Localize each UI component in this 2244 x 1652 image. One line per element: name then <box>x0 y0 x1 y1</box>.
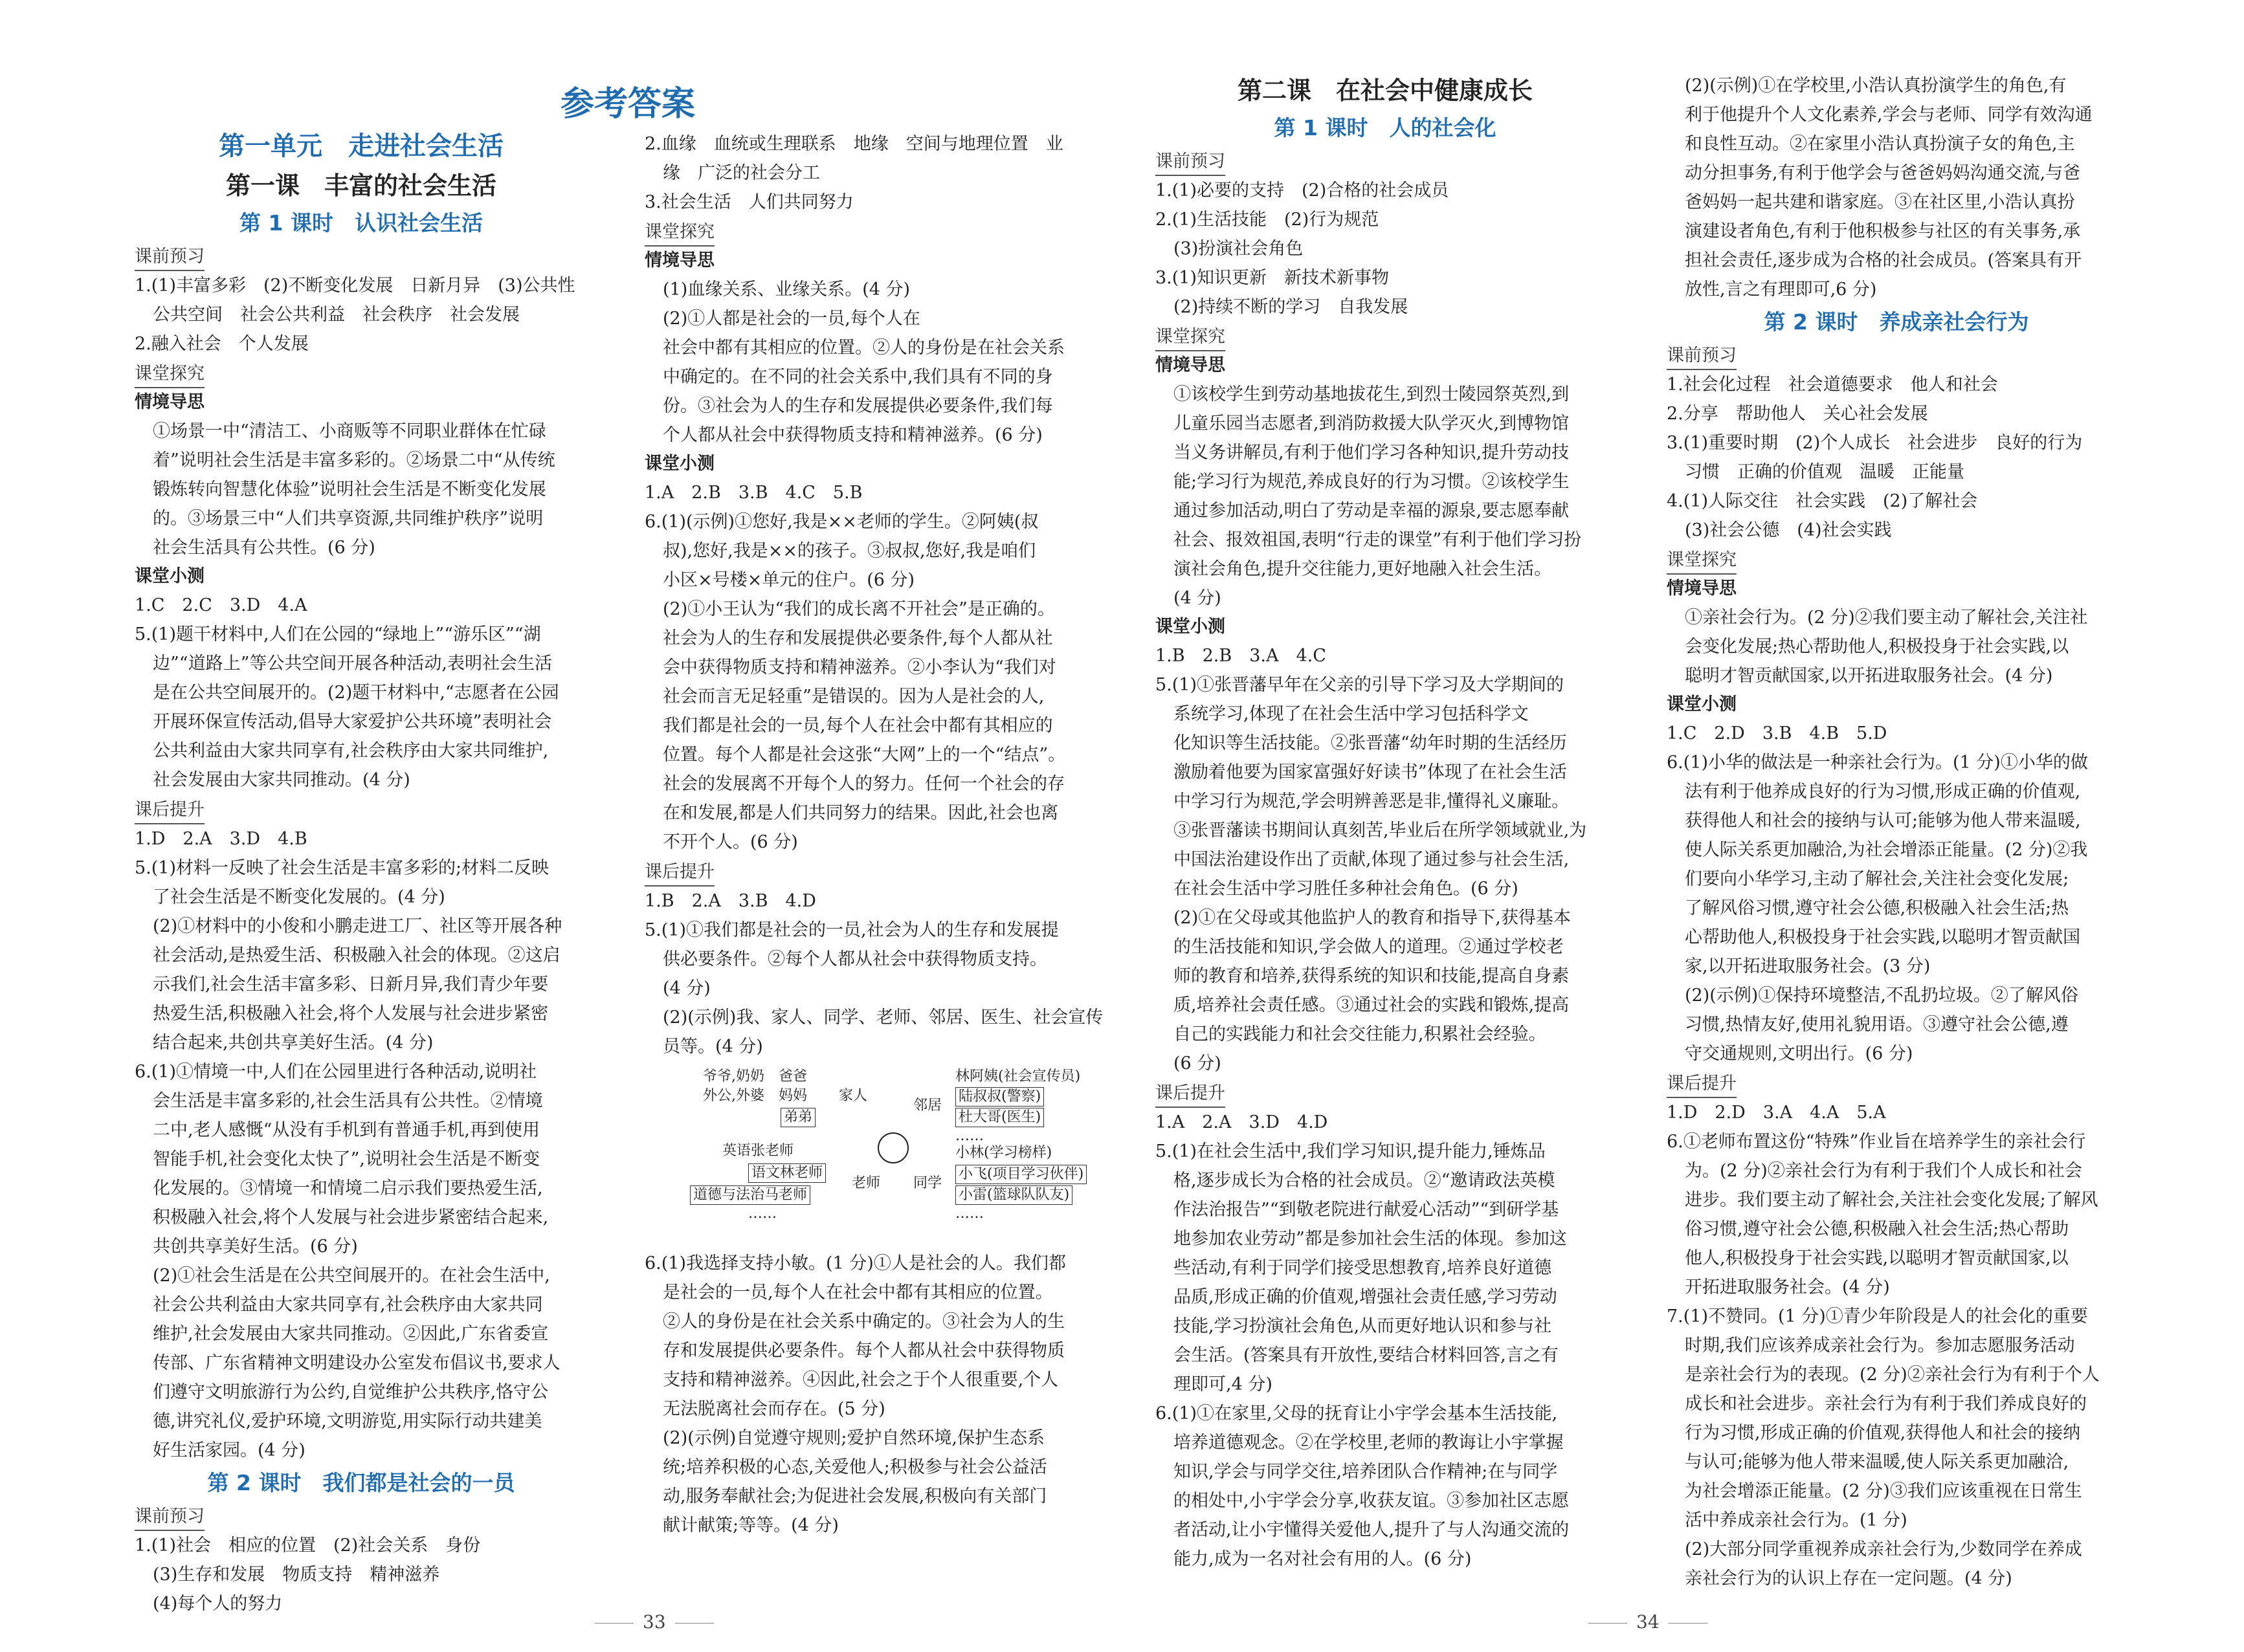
answer-line: 师的教育和培养,获得系统的知识和技能,提高自身素 <box>1173 966 1570 986</box>
answer-line: (3)扮演社会角色 <box>1173 239 1304 259</box>
family-label: 家人 <box>839 1088 868 1104</box>
answer-line: 社会而言无足轻重”是错误的。因为人是社会的人, <box>663 687 1045 707</box>
after-r-continued <box>1667 71 2126 304</box>
answer-line: 地参加农业劳动”都是参加社会生活的体现。参加这 <box>1173 1229 1567 1249</box>
answer-line: 化发展的。③情境一和情境二启示我们要热爱生活, <box>153 1178 543 1198</box>
answer-line: 在社会生活中学习胜任多种社会角色。(6 分) <box>1173 879 1518 899</box>
answer-line: (2)①人都是社会的一员,每个人在 <box>663 309 920 329</box>
answer-line: ①该校学生到劳动基地拔花生,到烈士陵园祭英烈,到 <box>1173 384 1570 404</box>
relationship-diagram <box>683 1068 1085 1242</box>
answer-line: 演社会角色,提升交往能力,更好地融入社会生活。 <box>1173 559 1552 579</box>
answer-line: 社会的发展离不开每个人的努力。任何一个社会的存 <box>663 774 1065 794</box>
right-page-column-1 <box>1155 71 1615 1574</box>
section-preview-r: 课前预习 <box>1155 149 1225 176</box>
answer-line: 2.融入社会 个人发展 <box>135 334 309 354</box>
answer-line: 利于他提升个人文化素养,学会与老师、同学有效沟通 <box>1685 105 2093 125</box>
answer-line: 能;学习行为规范,养成良好的行为习惯。②该校学生 <box>1173 472 1570 492</box>
answer-line: 6.(1)①在家里,父母的抚育让小宇学会基本生活技能, <box>1155 1404 1558 1424</box>
period-title-r2: 第 2 课时 养成亲社会行为 <box>1764 309 2029 335</box>
answer-line: (2)(示例)自觉遵守规则;爱护自然环境,保护生态系 <box>663 1428 1045 1448</box>
answer-line: 位置。每个人都是社会这张“大网”上的一个“结点”。 <box>663 745 1066 765</box>
lesson-title: 第一课 丰富的社会生活 <box>225 171 496 200</box>
after-2-answers <box>645 887 1104 1061</box>
answer-line: (4 分) <box>1173 588 1221 608</box>
answer-line: 能力,成为一名对社会有用的人。(6 分) <box>1173 1549 1472 1569</box>
answer-line: 会中获得物质支持和精神滋养。②小李认为“我们对 <box>663 657 1056 677</box>
left-page-column-1 <box>135 126 588 1618</box>
answer-line: 1.社会化过程 社会道德要求 他人和社会 <box>1667 375 1998 395</box>
section-after-r: 课后提升 <box>1155 1081 1225 1108</box>
answer-line: 理即可,4 分) <box>1173 1374 1272 1394</box>
answer-line: 1.D 2.A 3.D 4.B <box>135 829 307 849</box>
neighbor-2: 陆叔叔(警察) <box>955 1087 1044 1107</box>
answer-line: 技能,学习扮演社会角色,从而更好地认识和参与社 <box>1173 1316 1552 1336</box>
answer-line: 了社会生活是不断变化发展的。(4 分) <box>153 887 445 907</box>
answer-line: 演建设者角色,有利于他积极参与社区的有关事务,承 <box>1685 221 2081 241</box>
answer-line: 中国法治建设作出了贡献,体现了通过参与社会生活, <box>1173 850 1570 870</box>
answer-line: 和良性互动。②在家里小浩认真扮演子女的角色,主 <box>1685 134 2075 154</box>
answer-line: 格,逐步成长为合格的社会成员。②“邀请政法英模 <box>1173 1171 1555 1191</box>
answer-line: 我们都是社会的一员,每个人在社会中都有其相应的 <box>663 716 1053 736</box>
answer-line: 中学习行为规范,学会明辨善恶是非,懂得礼义廉耻。 <box>1173 791 1570 811</box>
situation-r-answers <box>1155 380 1615 613</box>
answer-line: 为。(2 分)②亲社会行为有利于我们个人成长和社会 <box>1685 1161 2082 1181</box>
period-title-r1: 第 1 课时 人的社会化 <box>1274 115 1496 140</box>
answer-line: 供必要条件。②每个人都从社会中获得物质支持。 <box>663 949 1047 969</box>
answer-line: 4.(1)人际交往 社会实践 (2)了解社会 <box>1667 491 1978 511</box>
answer-line: 的。③场景三中“人们共享资源,共同维护秩序”说明 <box>153 509 544 529</box>
period-2-title: 第 2 课时 我们都是社会的一员 <box>207 1470 515 1495</box>
teacher-1: 英语张老师 <box>722 1143 794 1159</box>
family-member-1: 爷爷,奶奶 爸爸 <box>703 1068 807 1085</box>
answer-line: (2)①小王认为“我们的成长离不开社会”是正确的。 <box>663 599 1055 619</box>
answer-line: (4 分) <box>663 978 711 998</box>
answer-line: (2)①在父母或其他监护人的教育和指导下,获得基本 <box>1173 908 1571 928</box>
answer-line: (2)(示例)我、家人、同学、老师、邻居、医生、社会宣传 <box>663 1008 1104 1028</box>
answer-line: 个人都从社会中获得物质支持和精神滋养。(6 分) <box>663 425 1043 445</box>
section-after-2: 课后提升 <box>645 859 715 887</box>
neighbor-label: 邻居 <box>913 1097 942 1114</box>
answer-line: 时期,我们应该养成亲社会行为。参加志愿服务活动 <box>1685 1336 2075 1356</box>
period-title: 第 1 课时 认识社会生活 <box>239 210 483 236</box>
answer-line: 1.(1)丰富多彩 (2)不断变化发展 日新月异 (3)公共性 <box>135 276 575 296</box>
answer-line: 担社会责任,逐步成为合格的社会成员。(答案具有开 <box>1685 250 2082 270</box>
answer-line: 是亲社会行为的表现。(2 分)②亲社会行为有利于个人 <box>1685 1365 2100 1385</box>
answer-line: 法有利于他养成良好的行为习惯,形成正确的价值观, <box>1685 782 2081 802</box>
family-member-3: 弟弟 <box>781 1108 816 1127</box>
answer-line: 缘 广泛的社会分工 <box>663 163 820 183</box>
answer-line: 着”说明社会生活是丰富多彩的。②场景二中“从传统 <box>153 450 555 470</box>
sub-quiz-2: 课堂小测 <box>645 454 715 474</box>
answer-line: (2)①社会生活是在公共空间展开的。在社会生活中, <box>153 1266 550 1286</box>
answer-line: 结合起来,共创共享美好生活。(4 分) <box>153 1033 434 1053</box>
answer-line: 当义务讲解员,有利于他们学习各种知识,提升劳动技 <box>1173 443 1570 463</box>
answer-line: ①场景一中“清洁工、小商贩等不同职业群体在忙碌 <box>153 421 546 441</box>
quiz-2-answers <box>645 478 1104 857</box>
answer-line: ①亲社会行为。(2 分)②我们要主动了解社会,关注社 <box>1685 608 2088 628</box>
answer-line: 1.C 2.C 3.D 4.A <box>135 595 307 615</box>
section-after: 课后提升 <box>135 797 205 824</box>
answer-line: 通过参加活动,明白了劳动是幸福的源泉,要志愿奉献 <box>1173 501 1570 521</box>
answer-line: 员等。(4 分) <box>663 1037 763 1057</box>
sub-quiz-r: 课堂小测 <box>1155 617 1225 637</box>
answer-line: 社会发展由大家共同推动。(4 分) <box>153 770 410 790</box>
answer-line: 6.(1)小华的做法是一种亲社会行为。(1 分)①小华的做 <box>1667 753 2088 773</box>
answer-line: 他人,积极投身于社会实践,以聪明才智贡献国家,以 <box>1685 1248 2069 1268</box>
answer-line: 积极融入社会,将个人发展与社会进步紧密结合起来, <box>153 1207 549 1228</box>
page-number-left: 33 <box>586 1611 723 1633</box>
answer-line: 中确定的。在不同的社会关系中,我们具有不同的身 <box>663 367 1053 387</box>
neighbor-3: 杜大哥(医生) <box>955 1108 1044 1127</box>
preview-2-answers <box>135 1531 588 1618</box>
answer-line: 3.社会生活 人们共同努力 <box>645 192 854 212</box>
page-number-right: 34 <box>1579 1611 1716 1633</box>
answer-line: (4)每个人的努力 <box>153 1594 283 1614</box>
answer-line: 小区×号楼×单元的住户。(6 分) <box>663 570 915 590</box>
answer-line: 5.(1)①张晋藩早年在父亲的引导下学习及大学期间的 <box>1155 675 1564 695</box>
answer-line: 进步。我们要主动了解社会,关注社会变化发展;了解风 <box>1685 1190 2098 1210</box>
answer-line: 心帮助他人,积极投身于社会实践,以聪明才智贡献国 <box>1685 927 2081 947</box>
answer-line: 的相处中,小宇学会分享,收获友谊。③参加社区志愿 <box>1173 1491 1570 1511</box>
section-explore: 课堂探究 <box>135 361 205 388</box>
answer-line: 社会活动,是热爱生活、积极融入社会的体现。②这启 <box>153 945 561 965</box>
preview-r2-answers <box>1667 370 2126 545</box>
answer-line: 6.(1)我选择支持小敏。(1 分)①人是社会的人。我们都 <box>645 1253 1066 1273</box>
answer-line: (2)(示例)①保持环境整洁,不乱扔垃圾。②了解风俗 <box>1685 986 2078 1006</box>
teacher-2: 语文林老师 <box>748 1163 826 1183</box>
answer-line: 智能手机,社会变化太快了”,说明社会生活是不断变 <box>153 1149 540 1169</box>
answer-line: 1.D 2.D 3.A 4.A 5.A <box>1667 1103 1886 1123</box>
answer-line: 动分担事务,有利于他学会与爸爸妈妈沟通交流,与爸 <box>1685 163 2081 183</box>
teacher-3: 道德与法治马老师 <box>690 1185 810 1205</box>
answer-line: 6.(1)(示例)①您好,我是××老师的学生。②阿姨(叔 <box>645 512 1039 532</box>
sub-quiz: 课堂小测 <box>135 566 205 586</box>
classmate-3: 小雷(篮球队队友) <box>955 1185 1072 1205</box>
answer-line: 的生活技能和知识,学会做人的道理。②通过学校老 <box>1173 937 1564 957</box>
answer-line: 支持和精神滋养。④因此,社会之于个人很重要,个人 <box>663 1370 1059 1390</box>
after-2b-answers <box>645 1249 1104 1540</box>
answer-line: 锻炼转向智慧化体验”说明社会生活是不断变化发展 <box>153 479 546 500</box>
neighbor-1: 林阿姨(社会宣传员) <box>955 1068 1081 1085</box>
answer-line: 6.(1)①情境一中,人们在公园里进行各种活动,说明社 <box>135 1062 537 1082</box>
answer-line: 们要向小华学习,主动了解社会,关注社会变化发展; <box>1685 869 2069 889</box>
answer-line: 边”“道路上”等公共空间开展各种活动,表明社会生活 <box>153 654 552 674</box>
answer-line: 与认可;能够为他人带来温暖,使人际关系更加融洽, <box>1685 1452 2069 1472</box>
answer-line: ②人的身份是在社会关系中确定的。③社会为人的生 <box>663 1312 1065 1332</box>
answer-line: (6 分) <box>1173 1053 1221 1074</box>
answer-line: 1.A 2.A 3.D 4.D <box>1155 1112 1328 1132</box>
answer-line: 好生活家园。(4 分) <box>153 1440 305 1460</box>
answer-line: 些活动,有利于同学们接受思想教育,培养良好道德 <box>1173 1258 1552 1278</box>
answer-line: 示我们,社会生活丰富多彩、日新月异,我们青少年要 <box>153 975 549 995</box>
section-preview: 课前预习 <box>135 244 205 271</box>
sub-situation: 情境导思 <box>135 392 205 412</box>
classmate-ellipsis: …… <box>955 1206 984 1222</box>
answer-line: 品质,形成正确的价值观,增强社会责任感,学习劳动 <box>1173 1287 1557 1307</box>
answer-line: 俗习惯,遵守社会公德,积极融入社会生活;热心帮助 <box>1685 1219 2069 1239</box>
preview-2-continued <box>645 129 1104 217</box>
student-avatar-icon <box>878 1132 909 1163</box>
answer-line: 是社会的一员,每个人在社会中都有其相应的位置。 <box>663 1283 1053 1303</box>
answer-line: 为社会增添正能量。(2 分)③我们应该重视在日常生 <box>1685 1481 2082 1501</box>
family-member-2: 外公,外婆 妈妈 <box>703 1088 807 1104</box>
answer-line: 份。③社会为人的生存和发展提供必要条件,我们每 <box>663 396 1053 416</box>
answer-line: 1.A 2.B 3.B 4.C 5.B <box>645 483 863 503</box>
answer-line: 6.①老师布置这份“特殊”作业旨在培养学生的亲社会行 <box>1667 1132 2086 1152</box>
answer-line: 1.B 2.B 3.A 4.C <box>1155 646 1326 666</box>
situation-2-answers <box>645 275 1104 450</box>
situation-r2-answers <box>1667 603 2126 690</box>
answer-line: 知识,学会与同学交往,培养团队合作精神;在与同学 <box>1173 1462 1558 1482</box>
answer-line: (3)社会公德 (4)社会实践 <box>1685 520 1892 540</box>
answer-line: ③张晋藩读书期间认真刻苦,毕业后在所学领域就业,为 <box>1173 820 1587 841</box>
answer-line: 家,以开拓进取服务社会。(3 分) <box>1685 956 1931 976</box>
answer-line: 了解风俗习惯,遵守社会公德,积极融入社会生活;热 <box>1685 898 2069 918</box>
answer-line: 爸妈妈一起共建和谐家庭。③在社区里,小浩认真扮 <box>1685 192 2075 212</box>
answer-line: 3.(1)重要时期 (2)个人成长 社会进步 良好的行为 <box>1667 433 2083 453</box>
answer-line: 们遵守文明旅游行为公约,自觉维护公共秩序,恪守公 <box>153 1382 549 1402</box>
answer-line: 动,服务奉献社会;为促进社会发展,积极向有关部门 <box>663 1486 1047 1506</box>
section-explore-r: 课堂探究 <box>1155 324 1225 351</box>
answer-line: 共创共享美好生活。(6 分) <box>153 1237 358 1257</box>
sub-situation-2: 情境导思 <box>645 250 715 270</box>
answer-line: 社会、报效祖国,表明“行走的课堂”有利于他们学习扮 <box>1173 530 1582 550</box>
situation-answers <box>135 417 588 562</box>
answer-line: 1.(1)社会 相应的位置 (2)社会关系 身份 <box>135 1536 481 1556</box>
answer-line: 公共空间 社会公共利益 社会秩序 社会发展 <box>153 305 520 325</box>
answer-line: 是在公共空间展开的。(2)题干材料中,“志愿者在公园 <box>153 683 559 703</box>
answer-line: 在和发展,都是人们共同努力的结果。因此,社会也离 <box>663 803 1059 823</box>
answer-line: 社会生活具有公共性。(6 分) <box>153 538 375 558</box>
answer-line: 化知识等生活技能。②张晋藩“幼年时期的生活经历 <box>1173 733 1567 753</box>
answer-line: 会变化发展;热心帮助他人,积极投身于社会实践,以 <box>1685 637 2069 657</box>
answer-line: 社会中都有其相应的位置。②人的身份是在社会关系 <box>663 338 1065 358</box>
right-page-column-2 <box>1667 71 2126 1593</box>
answer-line: 社会为人的生存和发展提供必要条件,每个人都从社 <box>663 628 1053 648</box>
answer-line: 亲社会行为的认识上存在一定问题。(4 分) <box>1685 1569 2012 1589</box>
answer-line: 作法治报告”“到敬老院进行献爱心活动”“到研学基 <box>1173 1200 1559 1220</box>
answer-line: 成长和社会进步。亲社会行为有利于我们养成良好的 <box>1685 1394 2087 1414</box>
sub-quiz-r2: 课堂小测 <box>1667 694 1737 714</box>
answer-line: 2.(1)生活技能 (2)行为规范 <box>1155 210 1379 230</box>
section-explore-2: 课堂探究 <box>645 219 715 247</box>
sub-situation-r: 情境导思 <box>1155 355 1225 375</box>
answer-line: 5.(1)①我们都是社会的一员,社会为人的生存和发展提 <box>645 920 1059 940</box>
answer-line: (2)大部分同学重视养成亲社会行为,少数同学在养成 <box>1685 1539 2082 1559</box>
answer-line: 儿童乐园当志愿者,到消防救援大队学灭火,到博物馆 <box>1173 413 1570 434</box>
answer-line: 开展环保宣传活动,倡导大家爱护公共环境”表明社会 <box>153 712 552 732</box>
answer-line: 7.(1)不赞同。(1 分)①青少年阶段是人的社会化的重要 <box>1667 1306 2088 1327</box>
answer-line: 1.C 2.D 3.B 4.B 5.D <box>1667 723 1887 743</box>
answer-key-title: 参考答案 <box>560 85 695 124</box>
after-answers <box>135 824 588 1465</box>
answer-line: 2.血缘 血统或生理联系 地缘 空间与地理位置 业 <box>645 134 1063 154</box>
answer-line: 自己的实践能力和社会交往能力,积累社会经验。 <box>1173 1024 1546 1044</box>
quiz-r2-answers <box>1667 719 2126 1068</box>
answer-line: 开拓进取服务社会。(4 分) <box>1685 1277 1890 1297</box>
neighbor-ellipsis: …… <box>955 1128 984 1144</box>
answer-line: 传部、广东省精神文明建设办公室发布倡议书,要求人 <box>153 1353 561 1373</box>
answer-line: 5.(1)在社会生活中,我们学习知识,提升能力,锤炼品 <box>1155 1141 1546 1162</box>
answer-line: 德,讲究礼仪,爱护环境,文明游览,用实际行动共建美 <box>153 1411 542 1431</box>
answer-line: 获得他人和社会的接纳与认可;能够为他人带来温暖, <box>1685 811 2081 831</box>
classmate-label: 同学 <box>913 1175 942 1191</box>
classmate-2: 小飞(项目学习伙伴) <box>955 1165 1087 1184</box>
answer-line: 献计献策;等等。(4 分) <box>663 1515 839 1536</box>
answer-line: 公共利益由大家共同享有,社会秩序由大家共同维护, <box>153 741 549 761</box>
teacher-label: 老师 <box>852 1175 881 1191</box>
answer-line: 1.B 2.A 3.B 4.D <box>645 891 816 911</box>
answer-line: (1)血缘关系、业缘关系。(4 分) <box>663 280 911 300</box>
answer-line: 培养道德观念。②在学校里,老师的教诲让小宇掌握 <box>1173 1433 1564 1453</box>
answer-line: 活中养成亲社会行为。(1 分) <box>1685 1510 1907 1530</box>
answer-line: 5.(1)材料一反映了社会生活是丰富多彩的;材料二反映 <box>135 858 550 878</box>
unit-title: 第一单元 走进社会生活 <box>219 131 504 161</box>
answer-line: (2)持续不断的学习 自我发展 <box>1173 297 1408 317</box>
after-r2-answers <box>1667 1098 2126 1593</box>
quiz-r-answers <box>1155 641 1615 1078</box>
answer-line: (2)(示例)①在学校里,小浩认真扮演学生的角色,有 <box>1685 76 2067 96</box>
answer-line: 习惯 正确的价值观 温暖 正能量 <box>1685 462 1964 482</box>
answer-line: 放性,言之有理即可,6 分) <box>1685 280 1877 300</box>
sub-situation-r2: 情境导思 <box>1667 578 1737 599</box>
lesson-2-title: 第二课 在社会中健康成长 <box>1237 76 1533 105</box>
section-preview-2: 课前预习 <box>135 1504 205 1531</box>
answer-line: 使人际关系更加融洽,为社会增添正能量。(2 分)②我 <box>1685 840 2088 860</box>
answer-line: 守交通规则,文明出行。(6 分) <box>1685 1044 1913 1064</box>
answer-line: 习惯,热情友好,使用礼貌用语。③遵守社会公德,遵 <box>1685 1015 2069 1035</box>
answer-line: 叔),您好,我是××的孩子。③叔叔,您好,我是咱们 <box>663 541 1036 561</box>
answer-line: 统;培养积极的心态,关爱他人;积极参与社会公益活 <box>663 1457 1047 1477</box>
teacher-ellipsis: …… <box>748 1206 777 1222</box>
preview-r-answers <box>1155 176 1615 322</box>
section-after-r2: 课后提升 <box>1667 1071 1737 1098</box>
answer-line: 维护,社会发展由大家共同推动。②因此,广东省委宣 <box>153 1324 549 1344</box>
after-r-answers <box>1155 1108 1615 1574</box>
answer-line: 无法脱离社会而存在。(5 分) <box>663 1399 885 1419</box>
answer-line: 激励着他要为国家富强好好读书”体现了在社会生活 <box>1173 762 1567 782</box>
answer-line: 社会公共利益由大家共同享有,社会秩序由大家共同 <box>153 1295 543 1315</box>
left-page-column-2 <box>645 129 1104 1540</box>
answer-line: 系统学习,体现了在社会生活中学习包括科学文 <box>1173 704 1529 724</box>
section-explore-r2: 课堂探究 <box>1667 547 1737 575</box>
answer-line: 5.(1)题干材料中,人们在公园的“绿地上”“游乐区”“湖 <box>135 624 541 644</box>
answer-line: 热爱生活,积极融入社会,将个人发展与社会进步紧密 <box>153 1004 549 1024</box>
classmate-1: 小林(学习榜样) <box>955 1145 1052 1161</box>
answer-line: (3)生存和发展 物质支持 精神滋养 <box>153 1565 440 1585</box>
answer-line: 3.(1)知识更新 新技术新事物 <box>1155 268 1390 288</box>
answer-line: 2.分享 帮助他人 关心社会发展 <box>1667 404 1928 424</box>
quiz-answers <box>135 591 588 795</box>
answer-line: 行为习惯,形成正确的价值观,获得他人和社会的接纳 <box>1685 1423 2081 1443</box>
answer-line: 聪明才智贡献国家,以开拓进取服务社会。(4 分) <box>1685 666 2053 686</box>
answer-line: 质,培养社会责任感。③通过社会的实践和锻炼,提高 <box>1173 995 1570 1015</box>
preview-answers <box>135 271 588 358</box>
answer-line: 会生活。(答案具有开放性,要结合材料回答,言之有 <box>1173 1345 1559 1365</box>
answer-line: 1.(1)必要的支持 (2)合格的社会成员 <box>1155 181 1449 201</box>
answer-line: 二中,老人感慨“从没有手机到有普通手机,再到使用 <box>153 1120 540 1140</box>
answer-line: 会生活是丰富多彩的,社会生活具有公共性。②情境 <box>153 1091 543 1111</box>
answer-line: 不开个人。(6 分) <box>663 832 798 852</box>
section-preview-r2: 课前预习 <box>1667 343 1737 370</box>
answer-line: 存和发展提供必要条件。每个人都从社会中获得物质 <box>663 1341 1065 1361</box>
answer-line: (2)①材料中的小俊和小鹏走进工厂、社区等开展各种 <box>153 916 562 936</box>
answer-line: 者活动,让小宇懂得关爱他人,提升了与人沟通交流的 <box>1173 1520 1570 1540</box>
